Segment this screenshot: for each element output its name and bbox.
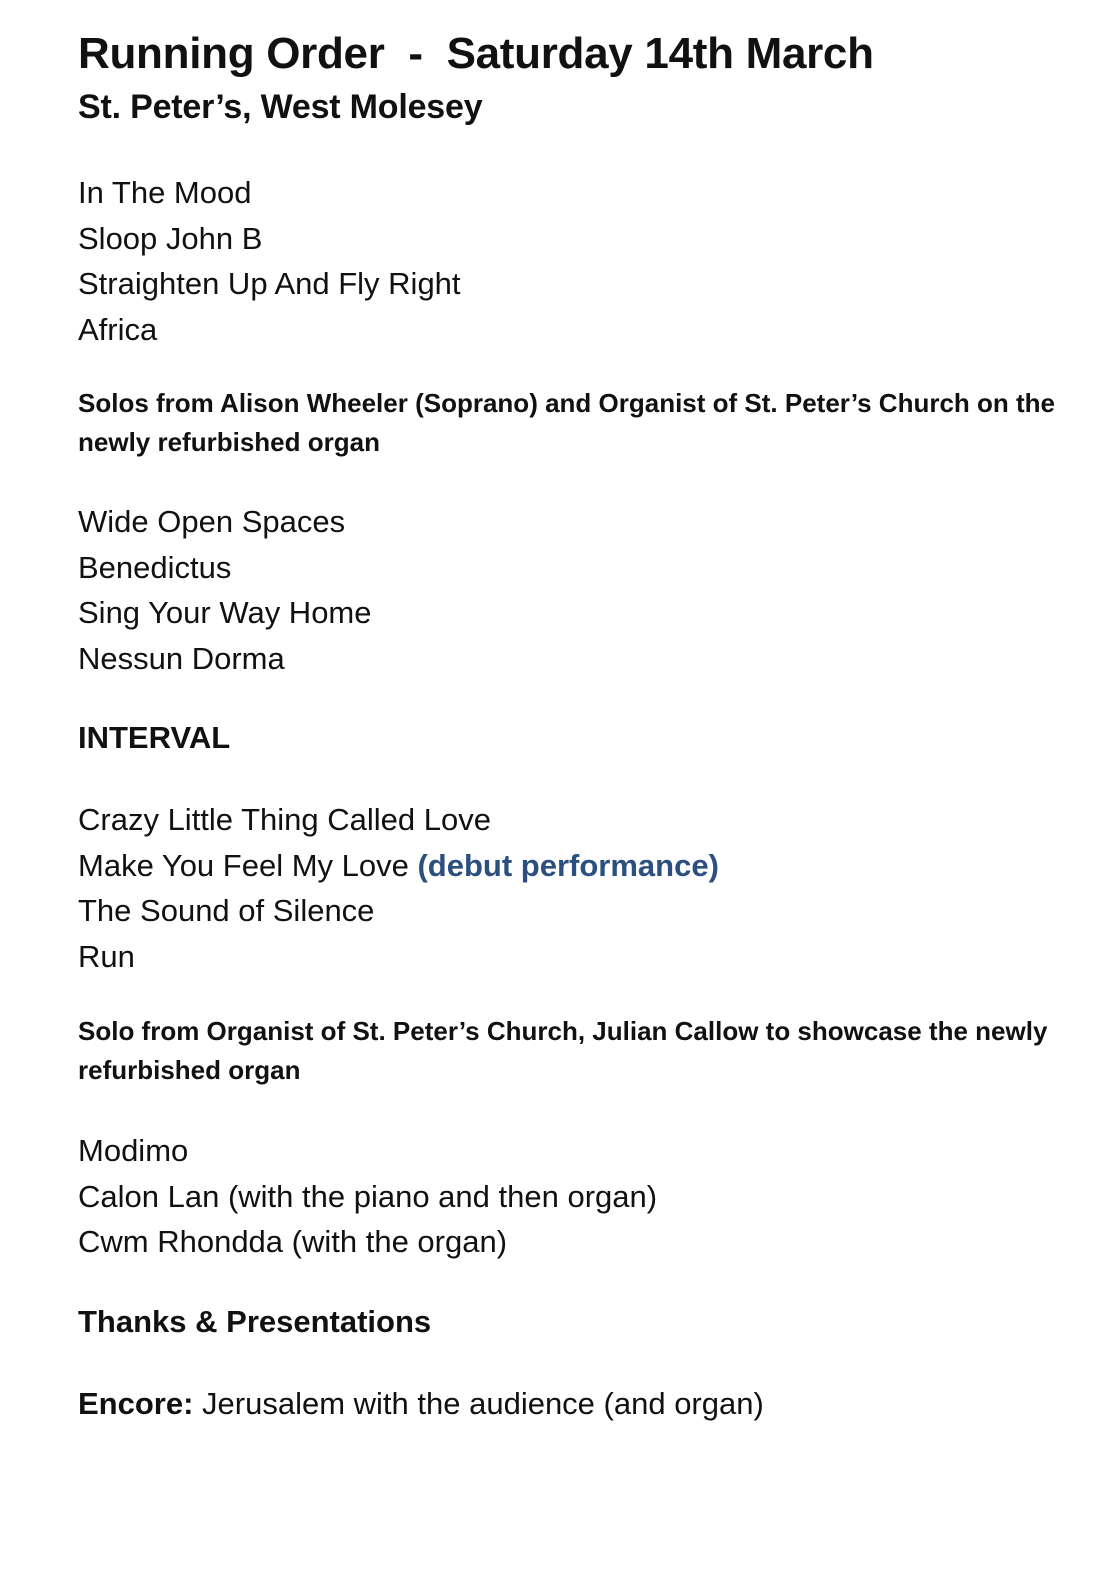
song-item: Sloop John B bbox=[78, 220, 263, 256]
song-item: Straighten Up And Fly Right bbox=[78, 266, 461, 301]
song-item: Cwm Rhondda (with the organ) bbox=[78, 1224, 508, 1259]
song-item: Crazy Little Thing Called Love bbox=[78, 802, 491, 837]
solos-note: Solos from Alison Wheeler (Soprano) and Organist of St. Peter’s Church on the newly refurbished organ bbox=[78, 388, 1056, 457]
venue-subtitle: St. Peter’s, West Molesey bbox=[78, 88, 483, 126]
interval-heading: INTERVAL bbox=[78, 720, 231, 755]
set-three-list bbox=[78, 797, 1068, 979]
song-item: Sing Your Way Home bbox=[78, 595, 372, 630]
song-item: Calon Lan (with the piano and then organ) bbox=[78, 1178, 658, 1214]
song-item: Modimo bbox=[78, 1133, 189, 1168]
encore-text: Jerusalem with the audience (and organ) bbox=[193, 1385, 764, 1421]
song-item: Nessun Dorma bbox=[78, 640, 285, 676]
thanks-heading: Thanks & Presentations bbox=[78, 1303, 432, 1339]
song-title: Make You Feel My Love bbox=[78, 847, 409, 883]
page-title: Running Order - Saturday 14th March bbox=[78, 29, 874, 78]
song-item: In The Mood bbox=[78, 175, 252, 210]
song-item: Benedictus bbox=[78, 549, 232, 585]
debut-performance-label: (debut performance) bbox=[417, 847, 719, 883]
set-one-list bbox=[78, 170, 1068, 352]
set-four-list bbox=[78, 1128, 1068, 1265]
encore-line bbox=[78, 1382, 1068, 1426]
set-two-list bbox=[78, 499, 1068, 681]
running-order-document bbox=[78, 28, 1068, 1426]
organ-solo-note: Solo from Organist of St. Peter’s Church, Julian Callow to showcase the newly refurbished organ bbox=[78, 1016, 1048, 1085]
song-item-with-note bbox=[78, 843, 1068, 889]
song-item: The Sound of Silence bbox=[78, 893, 375, 928]
song-item: Africa bbox=[78, 311, 158, 347]
song-item: Run bbox=[78, 938, 135, 974]
encore-label: Encore: bbox=[78, 1385, 194, 1421]
song-item: Wide Open Spaces bbox=[78, 504, 346, 539]
